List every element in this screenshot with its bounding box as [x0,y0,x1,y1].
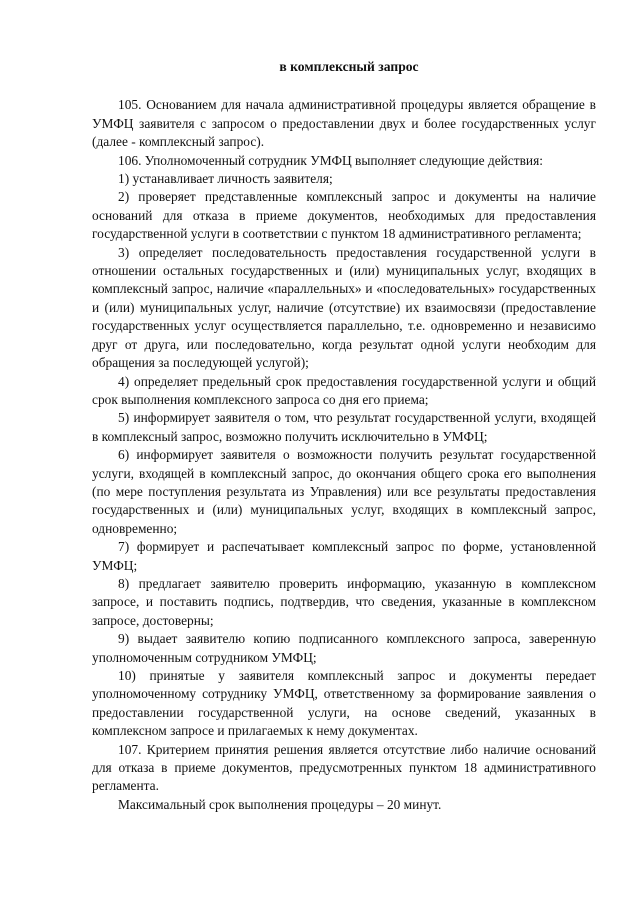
list-item-10: 10) принятые у заявителя комплексный запрос и документы передает уполномоченному сотруднику УМФЦ, ответственному за формирование заявления о предоставлении государственной услуги, на основе сведений, указанных в комплексном запросе и прилагаемых к нему документах. [92,668,596,739]
list-item-1: 1) устанавливает личность заявителя; [118,171,333,187]
list-item-5: 5) информирует заявителя о том, что результат государственной услуги, входящей в комплексный запрос, возможно получить исключительно в УМФЦ; [92,410,596,444]
max-duration-note: Максимальный срок выполнения процедуры – 20 минут. [118,796,442,812]
list-item-8: 8) предлагает заявителю проверить информацию, указанную в комплексном запросе, и поставить подпись, подтвердив, что сведения, указанные в комплексном запросе, достоверны; [92,575,596,628]
section-heading: в комплексный запрос [279,59,419,74]
list-item-6: 6) информирует заявителя о возможности получить результат государственной услуги, входящей в комплексный запрос, до окончания общего срока его выполнения (по мере поступления результата из Управления) или все результаты предоставления государственных и (или) муниципальных услуг, входящих в комплексный запрос, одновременно; [92,447,596,536]
paragraph-105: 105. Основанием для начала административной процедуры является обращение в УМФЦ заявителя с запросом о предоставлении двух и более государственных услуг (далее - комплексный запрос). [92,97,596,150]
list-item-2: 2) проверяет представленные комплексный запрос и документы на наличие оснований для отказа в приеме документов, необходимых для предоставления государственной услуги в соответствии с пунктом 18 административного регламента; [92,189,596,242]
list-item-9: 9) выдает заявителю копию подписанного комплексного запроса, заверенную уполномоченным сотрудником УМФЦ; [92,631,596,665]
list-item-7: 7) формирует и распечатывает комплексный запрос по форме, установленной УМФЦ; [92,539,596,573]
paragraph-106: 106. Уполномоченный сотрудник УМФЦ выполняет следующие действия: [118,152,543,168]
document-page [92,58,596,814]
paragraph-107: 107. Критерием принятия решения является отсутствие либо наличие оснований для отказа в приеме документов, предусмотренных пунктом 18 административного регламента. [92,741,596,794]
list-item-4: 4) определяет предельный срок предоставления государственной услуги и общий срок выполнения комплексного запроса со дня его приема; [92,373,596,407]
list-item-3: 3) определяет последовательность предоставления государственной услуги в отношении остальных государственных и (или) муниципальных услуг, входящих в комплексный запрос, наличие «параллельных» и «последовательных» государственных и (или) муниципальных услуг, наличие (отсутствие) их взаимосвязи (предоставление государственных услуг осуществляется параллельно, т.е. одновременно и независимо друг от друга, или последовательно, когда результат одной услуги необходим для обращения за последующей услугой); [92,244,596,371]
